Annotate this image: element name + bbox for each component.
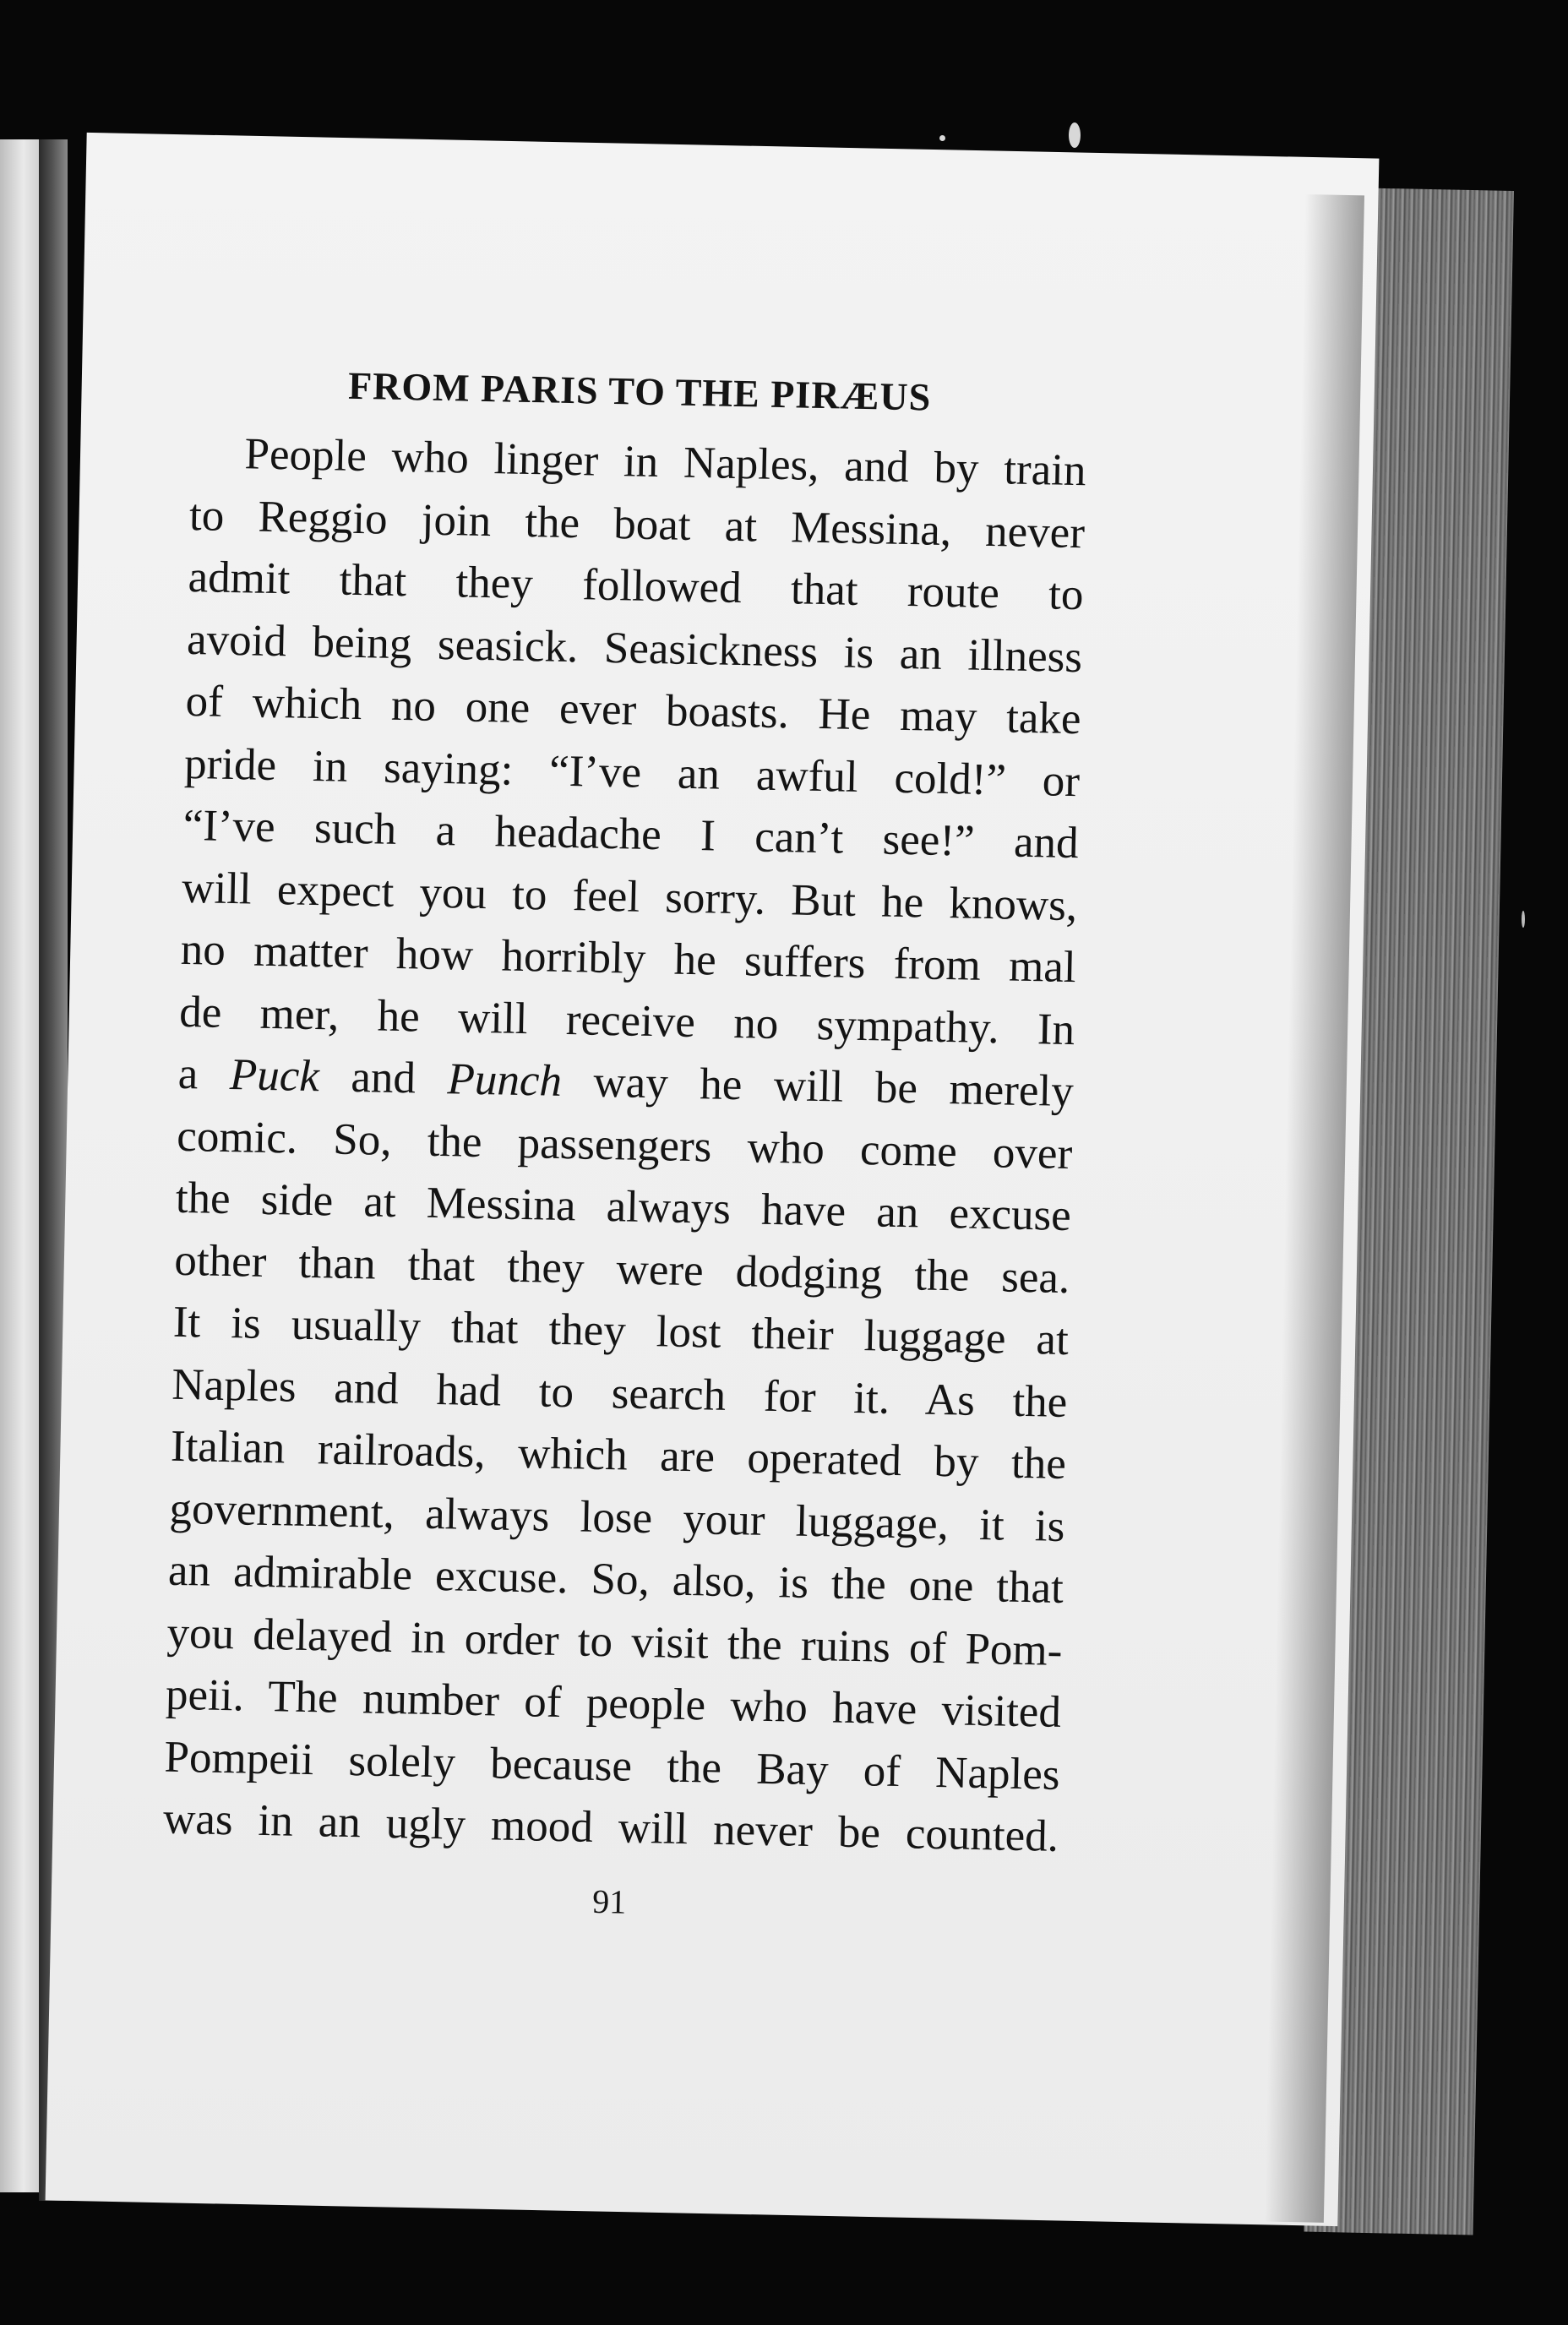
text-line: was in an ugly mood will never be counted.	[162, 1794, 1059, 1861]
text-line: It is usually that they lost their luggage at	[172, 1297, 1070, 1365]
text-line: de mer, he will receive no sympathy. In	[178, 987, 1075, 1054]
page-number: 91	[591, 1881, 627, 1921]
text-line: the side at Messina always have an excuse	[175, 1173, 1072, 1241]
text-line: you delayed in order to visit the ruins of Pom-	[166, 1608, 1063, 1675]
text-line: People who linger in Naples, and by train	[244, 429, 1087, 496]
left-page-edge	[0, 139, 39, 2192]
text-line: of which no one ever boasts. He may take	[185, 676, 1082, 744]
text-line: to Reggio join the boat at Messina, never	[188, 490, 1086, 558]
text-line: avoid being seasick. Seasickness is an illness	[186, 614, 1083, 682]
dust-speck	[1522, 911, 1525, 928]
text-line: Italian railroads, which are operated by the	[170, 1421, 1067, 1489]
running-head: FROM PARIS TO THE PIRÆUS	[347, 363, 932, 419]
text-line: admit that they followed that route to	[188, 552, 1085, 620]
text-line: Naples and had to search for it. As the	[171, 1359, 1068, 1427]
body-paragraph	[162, 422, 1086, 1868]
text-line: peii. The number of people who have visited	[165, 1669, 1062, 1737]
text-line: government, always lose your luggage, it is	[168, 1484, 1065, 1551]
text-line: pride in saying: “I’ve an awful cold!” or	[183, 738, 1081, 806]
text-line: an admirable excuse. So, also, is the one that	[167, 1545, 1064, 1613]
text-fragment: way he will be merely	[561, 1056, 1075, 1117]
text-line: other than that they were dodging the sea.	[173, 1235, 1070, 1303]
text-fragment: and	[318, 1052, 449, 1104]
text-line: Pompeii solely because the Bay of Naples	[164, 1732, 1061, 1800]
dust-speck	[939, 135, 945, 141]
italic-puck: Puck	[229, 1050, 320, 1102]
text-block	[161, 353, 1088, 1936]
text-line: will expect you to feel sorry. But he knows,	[181, 863, 1078, 930]
text-line: “I’ve such a headache I can’t see!” and	[182, 800, 1080, 868]
italic-punch: Punch	[446, 1054, 563, 1106]
dust-speck	[1069, 123, 1081, 148]
text-line: no matter how horribly he suffers from mal	[180, 924, 1077, 993]
text-line: comic. So, the passengers who come over	[176, 1111, 1073, 1179]
text-fragment: a	[177, 1048, 231, 1100]
